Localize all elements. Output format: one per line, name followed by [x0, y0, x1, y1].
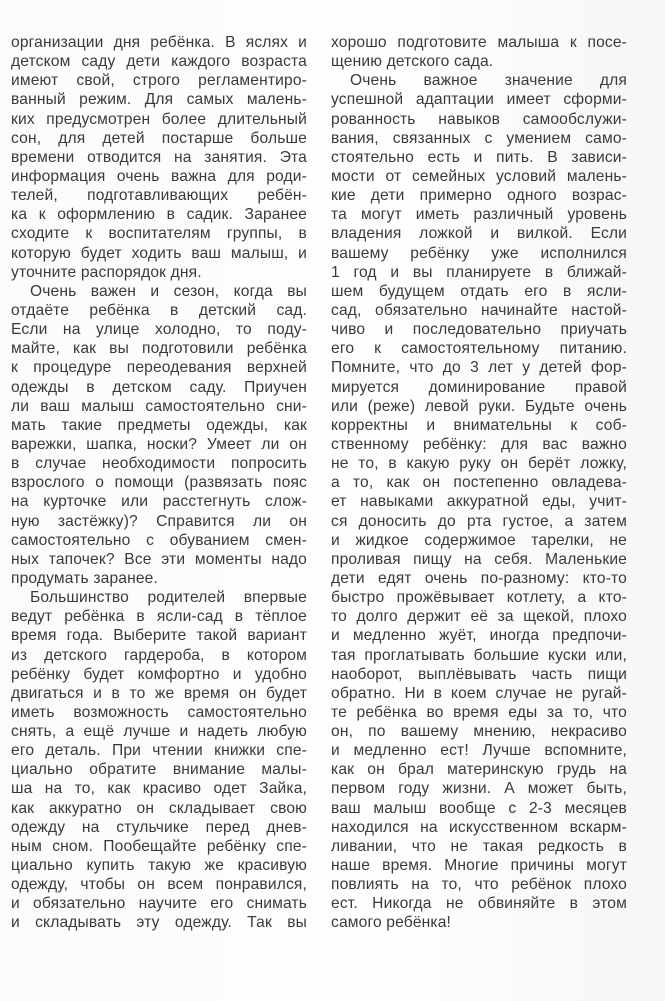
text-line: информация очень важна для роди- [11, 167, 307, 185]
text-line: не то, в какую руку он берёт ложку, [331, 455, 627, 473]
text-line: мости от семейных условий малень- [331, 167, 627, 185]
text-line: обратно. Ни в коем случае не ругай- [331, 684, 627, 702]
text-line: шем будущем отдать его в ясли- [331, 282, 627, 300]
text-line: которую будет ходить ваш малыш, и [11, 244, 307, 262]
text-line: ванный режим. Для самых малень- [11, 91, 307, 109]
text-line: одежду на стульчике перед днев- [11, 818, 307, 836]
text-line: Помните, что до 3 лет у детей фор- [331, 359, 627, 377]
text-line: вашему ребёнку уже исполнился [331, 244, 627, 262]
text-line: двигаться и в то же время он будет [11, 684, 307, 702]
text-line: варежки, шапка, носки? Умеет ли он [11, 435, 307, 453]
text-line: детском саду дети каждого возраста [11, 53, 307, 71]
text-line: телей, подготавливающих ребён- [11, 187, 307, 205]
text-line: находился на искусственном вскарм- [331, 818, 627, 836]
text-line: времени отводится на занятия. Эта [11, 148, 307, 166]
text-line: и обязательно научите его снимать [11, 895, 307, 913]
text-line: или (реже) левой руки. Будьте очень [331, 397, 627, 415]
paragraph-end-line: щению детского сада. [331, 53, 494, 71]
text-line: ных тапочек? Все эти моменты надо [11, 550, 307, 568]
text-line: к процедуре переодевания верхней [11, 359, 307, 377]
text-line: кие дети примерно одного возрас- [331, 187, 627, 205]
text-line: циально купить такую же красивую [11, 857, 307, 875]
text-line: организации дня ребёнка. В яслях и [11, 34, 307, 51]
text-line: майте, как вы подготовили ребёнка [11, 340, 307, 358]
text-line: первом году жизни. А может быть, [331, 780, 627, 798]
text-line: его деталь. При чтении книжки спе- [11, 742, 307, 760]
text-line: и медленно ест! Лучше вспомните, [331, 742, 627, 760]
text-line: отдаёте ребёнка в детский сад. [11, 301, 307, 319]
text-line: взрослого о помощи (развязать пояс [11, 474, 307, 492]
left-text-column [11, 33, 307, 933]
text-line: из детского гардероба, в котором [11, 646, 307, 664]
text-line: владения ложкой и вилкой. Если [331, 225, 627, 243]
text-line: дети едят очень по-разному: кто-то [331, 569, 627, 587]
text-line: и складывать эту одежду. Так вы [11, 914, 307, 932]
text-line: ственному ребёнку: для вас важно [331, 435, 627, 453]
text-line: вания, связанных с умением само- [331, 129, 627, 147]
text-line: ваш малыш вообще с 2-3 месяцев [331, 799, 627, 817]
text-line: рованность навыков самообслужи- [331, 110, 627, 128]
text-line: как он брал материнскую грудь на [331, 761, 627, 779]
text-line: имеют свой, строго регламентиро- [11, 72, 307, 90]
text-line: ведут ребёнка в ясли-сад в тёплое [11, 608, 307, 626]
text-line: успешной адаптации имеет сформи- [331, 91, 627, 109]
text-line: одежду, чтобы он всем понравился, [11, 876, 307, 894]
text-line: время года. Выберите такой вариант [11, 627, 307, 645]
text-line: иметь возможность самостоятельно [11, 703, 307, 721]
text-line: Если на улице холодно, то поду- [11, 321, 307, 339]
paragraph-start-line: Большинство родителей впервые [30, 589, 307, 607]
text-line: та могут иметь различный уровень [331, 206, 627, 224]
text-line: а то, как он постепенно овладева- [331, 474, 627, 492]
text-line: хорошо подготовите малыша к посе- [331, 34, 627, 51]
text-line: ребёнку будет комфортно и удобно [11, 665, 307, 683]
text-line: повлиять на то, что ребёнок плохо [331, 876, 627, 894]
text-line: сон, для детей постарше больше [11, 129, 307, 147]
text-line: ся доносить до рта густое, а затем [331, 512, 627, 530]
text-line: чиво и последовательно приучать [331, 321, 627, 339]
text-line: ет навыками аккуратной еды, учит- [331, 493, 627, 511]
text-line: на курточке или расстегнуть слож- [11, 493, 307, 511]
text-line: проливая пищу на себя. Маленькие [331, 550, 627, 568]
text-line: снять, а ещё лучше и надеть любую [11, 723, 307, 741]
paragraph-start-line: Очень важен и сезон, когда вы [30, 282, 307, 300]
text-line: ест. Никогда не обвиняйте в этом [331, 895, 627, 913]
text-line: его к самостоятельному питанию. [331, 340, 627, 358]
text-line: мируется доминирование правой [331, 378, 627, 396]
text-line: ка к оформлению в садик. Заранее [11, 206, 307, 224]
paragraph-end-line: продумать заранее. [11, 569, 158, 587]
text-line: ких предусмотрен более длительный [11, 110, 307, 128]
text-line: ливании, что не такая редкость в [331, 837, 627, 855]
text-line: наше время. Многие причины могут [331, 857, 627, 875]
text-line: и жидкое содержимое тарелки, не [331, 531, 627, 549]
paragraph-start-line: Очень важное значение для [350, 72, 627, 90]
text-line: циально обратите внимание малы- [11, 761, 307, 779]
text-line: ным сном. Пообещайте ребёнку спе- [11, 837, 307, 855]
text-line: сад, обязательно начинайте настой- [331, 301, 627, 319]
text-line: стоятельно есть и пить. В зависи- [331, 148, 627, 166]
text-line: сходите к воспитателям группы, в [11, 225, 307, 243]
paragraph-end-line: самого ребёнка! [331, 914, 452, 932]
text-line: самостоятельно с обуванием смен- [11, 531, 307, 549]
text-line: мать такие предметы одежды, как [11, 416, 307, 434]
text-line: ли ваш малыш самостоятельно сни- [11, 397, 307, 415]
text-line: тая проглатывать большие куски или, [331, 646, 627, 664]
text-line: ную застёжку)? Справится ли он [11, 512, 307, 530]
text-line: 1 год и вы планируете в ближай- [331, 263, 627, 281]
text-line: то долго держит её за щекой, плохо [331, 608, 627, 626]
paragraph-end-line: уточните распорядок дня. [11, 263, 202, 281]
text-line: как аккуратно он складывает свою [11, 799, 307, 817]
text-line: корректны и внимательны к соб- [331, 416, 627, 434]
text-line: те ребёнка во время еды за то, что [331, 703, 627, 721]
text-line: он, по вашему мнению, некрасиво [331, 723, 627, 741]
text-line: быстро прожёвывает котлету, а кто- [331, 589, 627, 607]
text-line: наоборот, выплёвывать часть пищи [331, 665, 627, 683]
text-line: ша на то, как красиво одет Зайка, [11, 780, 307, 798]
right-text-column [331, 33, 627, 933]
text-line: одежды в детском саду. Приучен [11, 378, 307, 396]
text-line: в случае необходимости попросить [11, 455, 307, 473]
text-line: и медленно жуёт, иногда предпочи- [331, 627, 627, 645]
